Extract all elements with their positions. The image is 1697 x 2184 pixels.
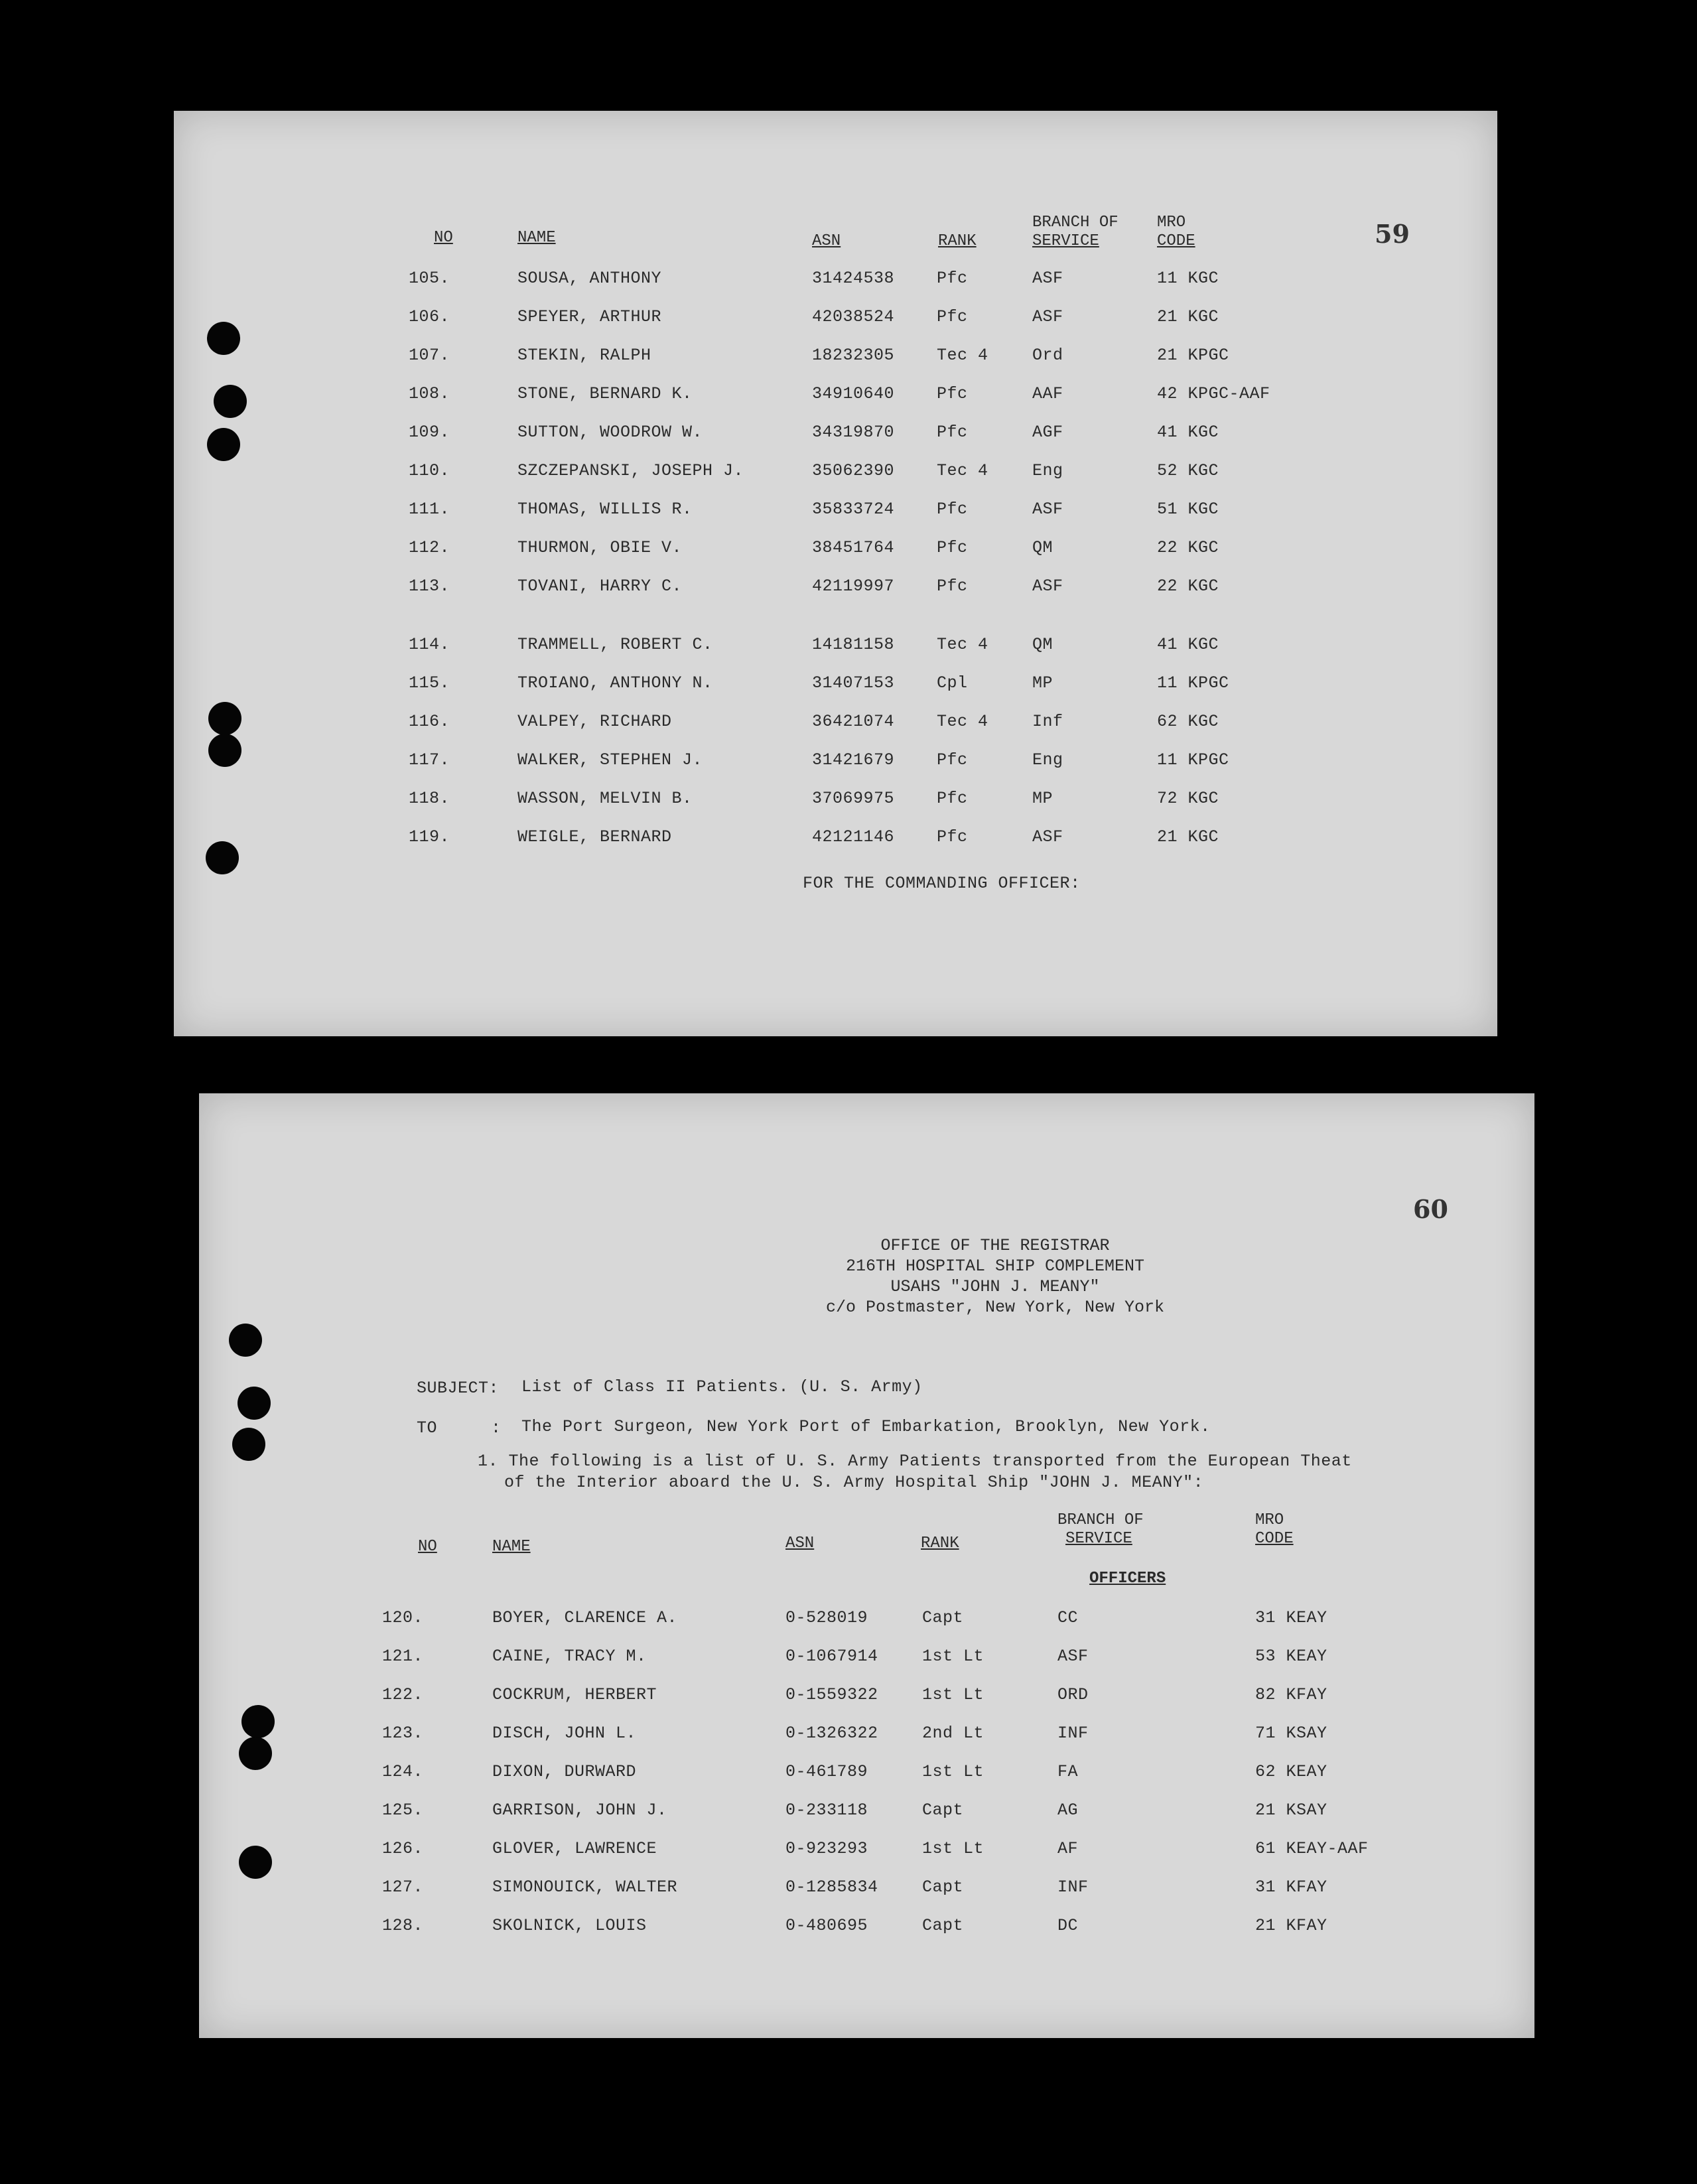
row-branch: Ord — [1032, 346, 1063, 365]
page-number: 60 — [1413, 1194, 1448, 1224]
row-branch: QM — [1032, 538, 1053, 557]
row-no: 125. — [382, 1801, 424, 1820]
to-colon: : — [491, 1418, 502, 1438]
row-rank: Pfc — [937, 500, 968, 519]
row-rank: Pfc — [937, 384, 968, 403]
row-mro: 21 KSAY — [1255, 1801, 1327, 1820]
letterhead-line: c/o Postmaster, New York, New York — [825, 1298, 1165, 1317]
header-name: NAME — [517, 229, 556, 247]
row-asn: 38451764 — [812, 538, 895, 557]
to-label: TO — [417, 1418, 438, 1438]
punch-hole — [238, 1387, 271, 1420]
page-number: 59 — [1375, 219, 1410, 249]
row-mro: 11 KPGC — [1157, 750, 1229, 770]
table-row — [174, 307, 1497, 334]
row-asn: 0-923293 — [785, 1839, 868, 1858]
table-row — [174, 538, 1497, 565]
row-name: THURMON, OBIE V. — [517, 538, 683, 557]
punch-hole — [239, 1846, 272, 1879]
row-no: 119. — [409, 827, 450, 847]
header-no: NO — [434, 229, 453, 247]
punch-hole — [207, 428, 240, 461]
table-row — [199, 1685, 1534, 1712]
row-name: SOUSA, ANTHONY — [517, 269, 662, 288]
header-asn: ASN — [812, 232, 841, 250]
row-asn: 31407153 — [812, 673, 895, 693]
row-asn: 42121146 — [812, 827, 895, 847]
table-row — [174, 712, 1497, 738]
row-no: 123. — [382, 1724, 424, 1743]
row-asn: 36421074 — [812, 712, 895, 731]
row-branch: INF — [1057, 1877, 1089, 1897]
row-mro: 31 KFAY — [1255, 1877, 1327, 1897]
row-mro: 21 KGC — [1157, 827, 1219, 847]
table-row — [174, 635, 1497, 661]
row-no: 122. — [382, 1685, 424, 1704]
row-rank: Pfc — [937, 789, 968, 808]
row-branch: Eng — [1032, 750, 1063, 770]
header-rank: RANK — [921, 1535, 959, 1552]
row-no: 121. — [382, 1647, 424, 1666]
row-mro: 53 KEAY — [1255, 1647, 1327, 1666]
signature-block-label: FOR THE COMMANDING OFFICER: — [803, 874, 1081, 893]
table-row — [199, 1877, 1534, 1904]
table-row — [199, 1647, 1534, 1673]
row-asn: 18232305 — [812, 346, 895, 365]
row-mro: 41 KGC — [1157, 635, 1219, 654]
row-no: 105. — [409, 269, 450, 288]
row-branch: AGF — [1032, 423, 1063, 442]
row-rank: Pfc — [937, 750, 968, 770]
row-asn: 14181158 — [812, 635, 895, 654]
row-rank: Capt — [922, 1916, 964, 1935]
row-rank: Tec 4 — [937, 346, 988, 365]
row-asn: 42038524 — [812, 307, 895, 326]
row-asn: 0-1285834 — [785, 1877, 878, 1897]
row-mro: 31 KEAY — [1255, 1608, 1327, 1627]
row-no: 113. — [409, 577, 450, 596]
table-row — [174, 500, 1497, 526]
row-rank: Tec 4 — [937, 461, 988, 480]
row-asn: 31424538 — [812, 269, 895, 288]
row-mro: 52 KGC — [1157, 461, 1219, 480]
row-asn: 0-233118 — [785, 1801, 868, 1820]
letterhead-line: USAHS "JOHN J. MEANY" — [890, 1277, 1100, 1296]
table-row — [199, 1839, 1534, 1866]
row-mro: 21 KFAY — [1255, 1916, 1327, 1935]
row-asn: 0-461789 — [785, 1762, 868, 1781]
row-asn: 35833724 — [812, 500, 895, 519]
row-no: 114. — [409, 635, 450, 654]
row-asn: 34319870 — [812, 423, 895, 442]
row-branch: INF — [1057, 1724, 1089, 1743]
row-no: 127. — [382, 1877, 424, 1897]
section-title: OFFICERS — [1089, 1570, 1166, 1588]
row-mro: 41 KGC — [1157, 423, 1219, 442]
punch-hole — [208, 702, 241, 735]
header-rank: RANK — [938, 232, 977, 250]
row-mro: 21 KGC — [1157, 307, 1219, 326]
row-rank: Pfc — [937, 577, 968, 596]
row-name: COCKRUM, HERBERT — [492, 1685, 657, 1704]
row-rank: Capt — [922, 1801, 964, 1820]
row-rank: 1st Lt — [922, 1762, 984, 1781]
row-branch: ASF — [1032, 269, 1063, 288]
header-branch-line2: SERVICE — [1065, 1530, 1132, 1548]
row-mro: 11 KGC — [1157, 269, 1219, 288]
row-branch: MP — [1032, 789, 1053, 808]
row-name: GLOVER, LAWRENCE — [492, 1839, 657, 1858]
row-name: SIMONOUICK, WALTER — [492, 1877, 678, 1897]
row-mro: 22 KGC — [1157, 577, 1219, 596]
punch-hole — [208, 734, 241, 767]
letterhead-line: 216TH HOSPITAL SHIP COMPLEMENT — [845, 1257, 1145, 1276]
row-mro: 62 KEAY — [1255, 1762, 1327, 1781]
row-name: DISCH, JOHN L. — [492, 1724, 637, 1743]
row-no: 128. — [382, 1916, 424, 1935]
row-rank: 1st Lt — [922, 1839, 984, 1858]
row-asn: 0-528019 — [785, 1608, 868, 1627]
row-rank: 1st Lt — [922, 1647, 984, 1666]
row-name: GARRISON, JOHN J. — [492, 1801, 667, 1820]
row-branch: ASF — [1032, 577, 1063, 596]
row-branch: ASF — [1032, 500, 1063, 519]
punch-hole — [229, 1324, 262, 1357]
row-asn: 0-1326322 — [785, 1724, 878, 1743]
row-no: 124. — [382, 1762, 424, 1781]
row-name: CAINE, TRACY M. — [492, 1647, 647, 1666]
table-row — [174, 577, 1497, 603]
subject-label: SUBJECT: — [417, 1379, 500, 1398]
row-mro: 42 KPGC-AAF — [1157, 384, 1270, 403]
table-row — [174, 461, 1497, 488]
header-branch-line2: SERVICE — [1032, 232, 1099, 250]
table-row — [174, 269, 1497, 295]
row-asn: 0-480695 — [785, 1916, 868, 1935]
row-branch: QM — [1032, 635, 1053, 654]
punch-hole — [206, 841, 239, 874]
row-rank: Pfc — [937, 269, 968, 288]
row-mro: 22 KGC — [1157, 538, 1219, 557]
row-branch: ASF — [1032, 307, 1063, 326]
punch-hole — [239, 1737, 272, 1770]
row-mro: 21 KPGC — [1157, 346, 1229, 365]
header-mro-line2: CODE — [1255, 1530, 1294, 1548]
table-row — [199, 1916, 1534, 1943]
row-mro: 51 KGC — [1157, 500, 1219, 519]
table-row — [174, 789, 1497, 815]
punch-hole — [232, 1428, 265, 1461]
header-mro-line1: MRO — [1255, 1511, 1284, 1529]
row-name: WALKER, STEPHEN J. — [517, 750, 703, 770]
row-no: 110. — [409, 461, 450, 480]
row-no: 108. — [409, 384, 450, 403]
table-row — [174, 673, 1497, 700]
document-page-60 — [199, 1093, 1534, 2038]
row-mro: 11 KPGC — [1157, 673, 1229, 693]
row-name: SKOLNICK, LOUIS — [492, 1916, 647, 1935]
row-branch: AG — [1057, 1801, 1079, 1820]
row-name: STEKIN, RALPH — [517, 346, 651, 365]
row-branch: AAF — [1032, 384, 1063, 403]
row-branch: FA — [1057, 1762, 1079, 1781]
row-no: 116. — [409, 712, 450, 731]
table-row — [199, 1762, 1534, 1789]
row-mro: 71 KSAY — [1255, 1724, 1327, 1743]
row-name: WASSON, MELVIN B. — [517, 789, 693, 808]
row-rank: 1st Lt — [922, 1685, 984, 1704]
table-row — [174, 346, 1497, 372]
row-rank: Cpl — [937, 673, 968, 693]
row-name: TROIANO, ANTHONY N. — [517, 673, 713, 693]
row-branch: Inf — [1032, 712, 1063, 731]
row-name: TRAMMELL, ROBERT C. — [517, 635, 713, 654]
row-no: 118. — [409, 789, 450, 808]
row-rank: 2nd Lt — [922, 1724, 984, 1743]
row-no: 111. — [409, 500, 450, 519]
row-branch: DC — [1057, 1916, 1079, 1935]
subject-text: List of Class II Patients. (U. S. Army) — [521, 1377, 923, 1397]
header-branch-line1: BRANCH OF — [1057, 1511, 1144, 1529]
row-no: 107. — [409, 346, 450, 365]
row-branch: ORD — [1057, 1685, 1089, 1704]
table-row — [174, 750, 1497, 777]
row-asn: 0-1559322 — [785, 1685, 878, 1704]
header-name: NAME — [492, 1538, 531, 1556]
row-asn: 34910640 — [812, 384, 895, 403]
row-name: BOYER, CLARENCE A. — [492, 1608, 678, 1627]
table-row — [199, 1724, 1534, 1750]
row-branch: CC — [1057, 1608, 1079, 1627]
header-branch-line1: BRANCH OF — [1032, 214, 1119, 232]
row-name: DIXON, DURWARD — [492, 1762, 637, 1781]
row-asn: 0-1067914 — [785, 1647, 878, 1666]
row-asn: 37069975 — [812, 789, 895, 808]
header-mro-line1: MRO — [1157, 214, 1186, 232]
row-name: STONE, BERNARD K. — [517, 384, 693, 403]
paragraph-line: of the Interior aboard the U. S. Army Hospital Ship "JOHN J. MEANY": — [504, 1473, 1204, 1492]
row-no: 120. — [382, 1608, 424, 1627]
row-name: VALPEY, RICHARD — [517, 712, 672, 731]
row-rank: Tec 4 — [937, 712, 988, 731]
table-row — [174, 423, 1497, 449]
paragraph-line: 1. The following is a list of U. S. Army Patients transported from the European Theat — [478, 1452, 1352, 1471]
letterhead-line: OFFICE OF THE REGISTRAR — [880, 1236, 1110, 1255]
table-row — [174, 384, 1497, 411]
punch-hole — [207, 322, 240, 355]
row-rank: Pfc — [937, 827, 968, 847]
row-no: 126. — [382, 1839, 424, 1858]
row-rank: Capt — [922, 1877, 964, 1897]
header-no: NO — [418, 1538, 437, 1556]
row-branch: AF — [1057, 1839, 1079, 1858]
row-no: 117. — [409, 750, 450, 770]
to-text: The Port Surgeon, New York Port of Embarkation, Brooklyn, New York. — [521, 1417, 1211, 1436]
row-asn: 42119997 — [812, 577, 895, 596]
row-name: THOMAS, WILLIS R. — [517, 500, 693, 519]
row-name: WEIGLE, BERNARD — [517, 827, 672, 847]
table-row — [199, 1608, 1534, 1635]
table-row — [174, 827, 1497, 854]
row-name: SUTTON, WOODROW W. — [517, 423, 703, 442]
row-mro: 72 KGC — [1157, 789, 1219, 808]
row-mro: 62 KGC — [1157, 712, 1219, 731]
row-branch: ASF — [1032, 827, 1063, 847]
row-asn: 35062390 — [812, 461, 895, 480]
row-mro: 61 KEAY-AAF — [1255, 1839, 1369, 1858]
row-no: 115. — [409, 673, 450, 693]
row-name: SPEYER, ARTHUR — [517, 307, 662, 326]
row-no: 109. — [409, 423, 450, 442]
row-branch: Eng — [1032, 461, 1063, 480]
row-mro: 82 KFAY — [1255, 1685, 1327, 1704]
row-rank: Capt — [922, 1608, 964, 1627]
header-mro-line2: CODE — [1157, 232, 1195, 250]
row-rank: Tec 4 — [937, 635, 988, 654]
row-rank: Pfc — [937, 538, 968, 557]
row-rank: Pfc — [937, 307, 968, 326]
row-branch: MP — [1032, 673, 1053, 693]
row-branch: ASF — [1057, 1647, 1089, 1666]
punch-hole — [214, 385, 247, 418]
header-asn: ASN — [785, 1535, 815, 1552]
row-no: 112. — [409, 538, 450, 557]
row-name: TOVANI, HARRY C. — [517, 577, 683, 596]
punch-hole — [241, 1705, 275, 1738]
table-row — [199, 1801, 1534, 1827]
row-name: SZCZEPANSKI, JOSEPH J. — [517, 461, 744, 480]
row-asn: 31421679 — [812, 750, 895, 770]
row-rank: Pfc — [937, 423, 968, 442]
document-page-59 — [174, 111, 1497, 1036]
row-no: 106. — [409, 307, 450, 326]
